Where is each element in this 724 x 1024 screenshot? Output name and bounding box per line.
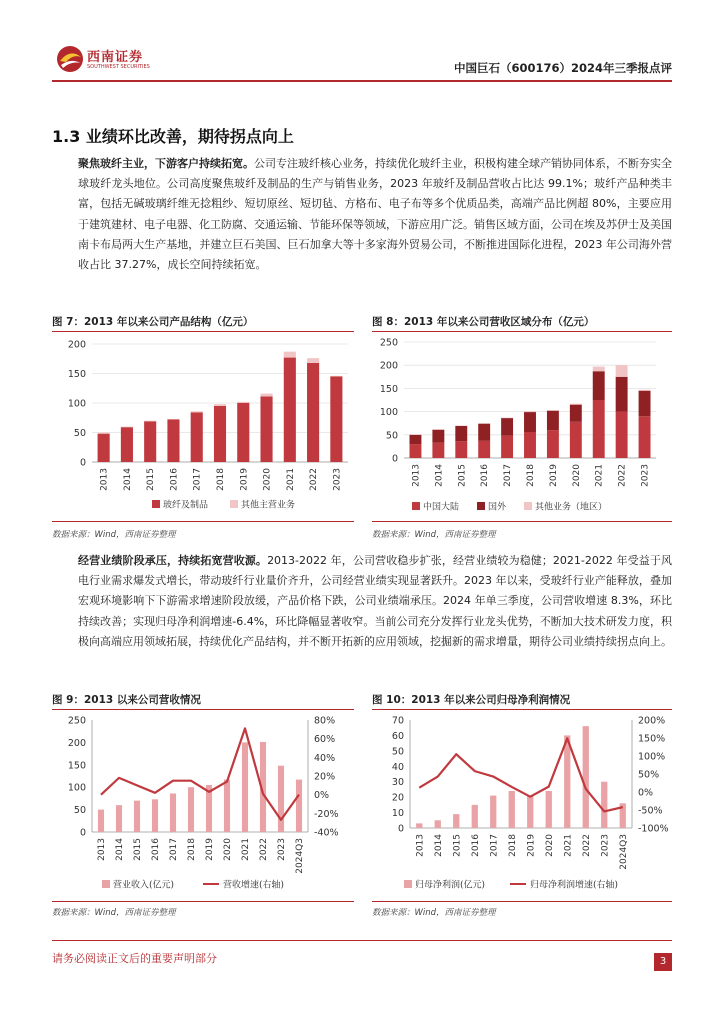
y2-tick-label: 20%	[314, 771, 336, 783]
x-tick-label: 2023	[277, 838, 287, 861]
bar-营业收入(亿元)	[152, 799, 158, 832]
y-tick-label: 150	[67, 760, 86, 772]
bar-其他主营业务	[214, 404, 226, 406]
bar-营业收入(亿元)	[134, 801, 140, 832]
bar-中国大陆	[478, 441, 490, 458]
x-tick-label: 2018	[507, 834, 518, 857]
footer-disclaimer: 请务必阅读正文后的重要声明部分	[52, 952, 217, 965]
x-tick-label: 2014	[115, 838, 125, 861]
legend-label: 其他业务（地区）	[535, 502, 608, 513]
x-tick-label: 2019	[205, 838, 215, 861]
x-tick-label: 2017	[489, 834, 500, 857]
legend-swatch	[524, 502, 532, 510]
x-tick-label: 2018	[526, 464, 536, 487]
x-tick-label: 2022	[309, 468, 320, 491]
bar-国外	[409, 435, 421, 444]
bar-其他主营业务	[98, 433, 110, 434]
bar-玻纤及制品	[191, 412, 203, 462]
x-tick-label: 2017	[192, 468, 203, 491]
bar-其他主营业务	[167, 419, 179, 420]
bar-其他业务（地区）	[639, 390, 651, 391]
report-title: 中国巨石（600176）2024年三季报点评	[453, 61, 672, 75]
paragraph-body: 2013-2022 年，公司营收稳步扩张，经营业绩较为稳健；2021-2022 年受益于风电行业需求爆发式增长，带动玻纤行业量价齐升，公司经营业绩实现显著跃升。2023 年以来，受玻纤行业产能释放，叠加宏观环境影响下下游需求增速阶段放缓，产品价格下跌，公司业绩端承压。2024 年单三季度，公司营收增速 8.3%，环比持续改善；实现归母净利润增速-6.4%，环比降幅显著收窄。当前公司充分发挥行业龙头优势，不断加大技术研发力度，积极向高端应用领域拓展，持续优化产品结构，并不断开拓新的应用领域，挖掘新的需求增量，期待公司业绩持续拐点向上。	[78, 554, 672, 648]
y2-tick-label: -50%	[638, 805, 663, 817]
legend-swatch	[404, 880, 412, 888]
bar-中国大陆	[616, 412, 628, 458]
bar-玻纤及制品	[237, 403, 249, 462]
x-tick-label: 2016	[169, 468, 180, 491]
bar-中国大陆	[501, 436, 513, 458]
paragraph-lead: 聚焦玻纤主业，下游客户持续拓宽。	[78, 157, 254, 170]
y2-tick-label: 0%	[314, 790, 330, 802]
fig7-divider	[52, 331, 354, 332]
y-tick-label: 0	[79, 457, 86, 469]
y-tick-label: 0	[397, 823, 404, 835]
y-tick-label: 30	[391, 777, 404, 789]
x-tick-label: 2015	[452, 834, 463, 857]
y2-tick-label: -40%	[314, 827, 339, 839]
fig10-divider	[372, 709, 672, 710]
y-tick-label: 100	[67, 782, 86, 794]
bar-中国大陆	[432, 443, 444, 458]
y2-tick-label: 40%	[314, 752, 336, 764]
section-title: 1.3 业绩环比改善，期待拐点向上	[52, 127, 294, 146]
x-tick-label: 2016	[470, 834, 481, 857]
fig8-divider	[372, 331, 672, 332]
bar-其他主营业务	[260, 394, 272, 397]
x-tick-label: 2019	[526, 834, 537, 857]
x-tick-label: 2022	[259, 838, 269, 861]
bar-营业收入(亿元)	[224, 780, 230, 832]
bar-玻纤及制品	[167, 420, 179, 462]
y-tick-label: 50	[73, 805, 86, 817]
paragraph-performance	[78, 551, 672, 652]
bar-玻纤及制品	[121, 427, 133, 462]
company-logo	[55, 42, 165, 78]
x-tick-label: 2015	[146, 468, 157, 491]
page-number: 3	[654, 953, 672, 971]
x-tick-label: 2016	[480, 464, 491, 487]
y2-tick-label: 150%	[638, 733, 666, 745]
bar-玻纤及制品	[330, 376, 342, 462]
x-tick-label: 2017	[169, 838, 179, 861]
x-tick-label: 2022	[581, 834, 592, 857]
bar-归母净利润(亿元)	[509, 791, 515, 828]
bar-其他业务（地区）	[524, 411, 536, 412]
y-tick-label: 40	[391, 761, 404, 773]
bar-玻纤及制品	[307, 363, 319, 462]
legend-label: 其他主营业务	[241, 500, 296, 511]
bar-其他主营业务	[191, 411, 203, 412]
fig10-title: 图 10：2013 年以来公司归母净利润情况	[372, 694, 571, 706]
bar-玻纤及制品	[144, 421, 156, 462]
legend-label: 国外	[488, 502, 507, 513]
x-tick-label: 2016	[151, 838, 161, 861]
bar-国外	[570, 405, 582, 422]
x-tick-label: 2019	[548, 464, 559, 487]
x-tick-label: 2021	[241, 838, 251, 861]
bar-玻纤及制品	[284, 358, 296, 462]
bar-归母净利润(亿元)	[472, 805, 478, 828]
x-tick-label: 2013	[99, 468, 110, 491]
footer-divider	[52, 940, 672, 941]
x-tick-label: 2020	[544, 834, 555, 857]
fig9-divider	[52, 709, 354, 710]
x-tick-label: 2013	[97, 838, 107, 861]
bar-中国大陆	[639, 416, 651, 458]
bar-归母净利润(亿元)	[416, 823, 422, 828]
legend-label: 营收增速(右轴)	[223, 880, 285, 891]
bar-营业收入(亿元)	[188, 787, 194, 832]
fig9-chart	[52, 712, 354, 898]
bar-玻纤及制品	[260, 397, 272, 462]
x-tick-label: 2017	[503, 464, 514, 487]
bar-国外	[455, 426, 467, 441]
y-tick-label: 20	[391, 792, 404, 804]
y-tick-label: 150	[379, 383, 398, 395]
fig10-chart	[372, 712, 672, 898]
x-tick-label: 2022	[617, 464, 628, 487]
bar-营业收入(亿元)	[278, 766, 284, 832]
y2-tick-label: 100%	[638, 751, 666, 763]
x-tick-label: 2018	[216, 468, 226, 491]
bar-营业收入(亿元)	[242, 742, 248, 832]
bar-营业收入(亿元)	[170, 793, 176, 832]
bar-归母净利润(亿元)	[527, 796, 533, 828]
y-tick-label: 200	[67, 737, 86, 749]
y2-tick-label: 60%	[314, 734, 336, 746]
x-tick-label: 2023	[600, 834, 611, 857]
legend-swatch	[102, 880, 110, 888]
x-tick-label: 2020	[571, 464, 582, 487]
x-tick-label: 2014	[433, 834, 444, 857]
bar-归母净利润(亿元)	[546, 791, 552, 828]
y-tick-label: 100	[67, 398, 86, 410]
fig9-source: 数据来源：Wind，西南证券整理	[52, 908, 176, 918]
legend-swatch	[152, 500, 160, 508]
bar-营业收入(亿元)	[98, 810, 104, 832]
bar-其他主营业务	[307, 358, 319, 363]
x-tick-label: 2024Q3	[295, 838, 305, 874]
bar-国外	[547, 411, 559, 430]
y-tick-label: 150	[67, 369, 86, 380]
bar-其他主营业务	[144, 421, 156, 422]
x-tick-label: 2019	[239, 468, 250, 491]
y-tick-label: 250	[67, 715, 86, 727]
bar-其他主营业务	[237, 402, 249, 403]
y2-tick-label: -100%	[638, 823, 669, 835]
fig7-source: 数据来源：Wind，西南证券整理	[52, 530, 176, 540]
y2-tick-label: -20%	[314, 808, 339, 820]
bar-中国大陆	[593, 400, 605, 458]
legend-label: 归母净利润(亿元)	[415, 880, 486, 891]
legend-label: 玻纤及制品	[163, 500, 209, 511]
x-tick-label: 2013	[415, 834, 426, 857]
x-tick-label: 2015	[457, 464, 468, 487]
bar-其他业务（地区）	[570, 404, 582, 405]
x-tick-label: 2023	[332, 468, 343, 491]
fig7-bottom-divider	[52, 521, 354, 522]
bar-中国大陆	[570, 422, 582, 458]
bar-国外	[478, 424, 490, 441]
x-tick-label: 2021	[594, 464, 605, 487]
bar-归母净利润(亿元)	[453, 814, 459, 828]
bar-其他业务（地区）	[616, 365, 628, 377]
bar-其他主营业务	[284, 352, 296, 358]
y-tick-label: 0	[79, 827, 86, 839]
bar-归母净利润(亿元)	[564, 735, 570, 828]
bar-中国大陆	[455, 441, 467, 458]
x-tick-label: 2020	[223, 838, 233, 861]
bar-国外	[432, 430, 444, 443]
logo-mark-icon	[55, 44, 85, 74]
fig7-chart	[52, 334, 354, 514]
y-tick-label: 50	[385, 430, 398, 442]
legend-swatch	[412, 502, 420, 510]
bar-国外	[524, 412, 536, 432]
x-tick-label: 2023	[640, 464, 651, 487]
legend-label: 营业收入(亿元)	[113, 880, 175, 891]
fig9-bottom-divider	[52, 901, 354, 902]
x-tick-label: 2024Q3	[618, 834, 629, 870]
y-tick-label: 10	[391, 808, 404, 820]
paragraph-product-focus	[78, 154, 672, 275]
bar-归母净利润(亿元)	[601, 782, 607, 828]
x-tick-label: 2020	[262, 468, 273, 491]
x-tick-label: 2018	[187, 838, 197, 861]
fig10-source: 数据来源：Wind，西南证券整理	[372, 908, 496, 918]
bar-玻纤及制品	[214, 406, 226, 462]
y-tick-label: 200	[379, 360, 398, 372]
logo-english-text: SOUTHWEST SECURITIES	[87, 64, 150, 70]
y-tick-label: 250	[379, 337, 398, 349]
bar-营业收入(亿元)	[116, 805, 122, 832]
paragraph-body: 公司专注玻纤核心业务，持续优化玻纤主业，积极构建全球产销协同体系，不断夯实全球玻纤龙头地位。公司高度聚焦玻纤及制品的生产与销售业务，2023 年玻纤及制品营收占比达 99.1%；玻纤产品种类丰富，包括无碱玻璃纤维无捻粗纱、短切原丝、短切毡、方格布、电子布等多个优质品类，高端产品比例超 80%，主要应用于建筑建材、电子电器、化工防腐、交通运输、节能环保等领域，下游应用广泛。销售区域方面，公司在埃及苏伊士及美国南卡布局两大生产基地，并建立巨石美国、巨石加拿大等十多家海外贸易公司，不断推进国际化进程，2023 年公司海外营收占比 37.27%，成长空间持续拓宽。	[78, 157, 672, 272]
y2-tick-label: 200%	[638, 715, 666, 727]
logo-chinese-text: 西南证券	[87, 50, 144, 65]
bar-营业收入(亿元)	[296, 780, 302, 832]
bar-国外	[639, 391, 651, 417]
y-tick-label: 60	[391, 730, 404, 742]
fig9-title: 图 9：2013 以来公司营收情况	[52, 694, 201, 706]
y-tick-label: 200	[67, 339, 86, 351]
bar-国外	[501, 418, 513, 436]
y2-tick-label: 80%	[314, 715, 336, 727]
bar-归母净利润(亿元)	[490, 796, 496, 828]
bar-其他业务（地区）	[593, 367, 605, 372]
fig8-chart	[372, 334, 672, 514]
growth-line	[419, 738, 623, 811]
header-divider	[52, 80, 672, 82]
bar-中国大陆	[547, 430, 559, 458]
fig7-title: 图 7：2013 年以来公司产品结构（亿元）	[52, 316, 254, 328]
x-tick-label: 2013	[411, 464, 422, 487]
bar-玻纤及制品	[98, 434, 110, 462]
growth-line	[101, 728, 299, 819]
fig10-bottom-divider	[372, 901, 672, 902]
y-tick-label: 50	[391, 746, 404, 758]
y2-tick-label: 0%	[638, 787, 654, 799]
fig8-source: 数据来源：Wind，西南证券整理	[372, 530, 496, 540]
bar-中国大陆	[524, 432, 536, 458]
bar-国外	[616, 377, 628, 412]
bar-归母净利润(亿元)	[435, 820, 441, 828]
x-tick-label: 2021	[563, 834, 574, 857]
legend-label: 归母净利润增速(右轴)	[530, 880, 619, 891]
bar-归母净利润(亿元)	[583, 726, 589, 828]
bar-其他主营业务	[121, 427, 133, 428]
paragraph-lead: 经营业绩阶段承压，持续拓宽营收源。	[78, 554, 268, 567]
x-tick-label: 2014	[122, 468, 133, 491]
y2-tick-label: 50%	[638, 769, 660, 781]
y-tick-label: 70	[391, 715, 404, 727]
bar-其他主营业务	[330, 376, 342, 377]
y-tick-label: 50	[73, 428, 86, 439]
y-tick-label: 100	[379, 407, 398, 419]
fig8-bottom-divider	[372, 521, 672, 522]
bar-中国大陆	[409, 444, 421, 458]
bar-国外	[593, 371, 605, 400]
legend-swatch	[230, 500, 238, 508]
legend-swatch	[477, 502, 485, 510]
x-tick-label: 2015	[133, 838, 143, 861]
x-tick-label: 2014	[434, 464, 445, 487]
fig8-title: 图 8：2013 年以来公司营收区域分布（亿元）	[372, 316, 595, 328]
legend-label: 中国大陆	[423, 502, 460, 513]
y-tick-label: 0	[391, 453, 398, 465]
x-tick-label: 2021	[285, 468, 296, 491]
